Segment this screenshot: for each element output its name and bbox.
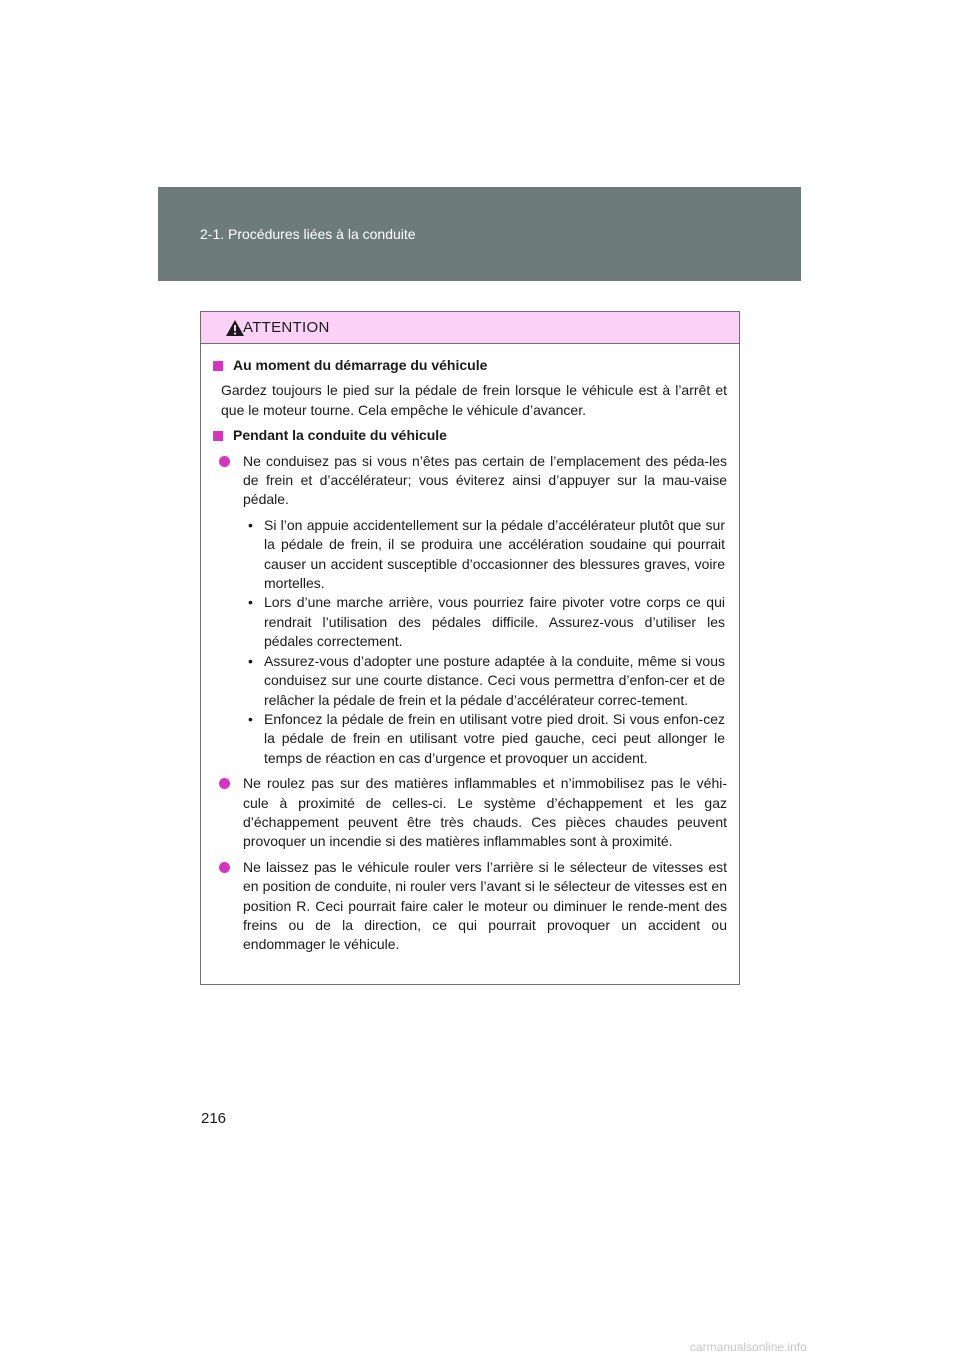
sub-list-item-text: Enfoncez la pédale de frein en utilisant votre pied droit. Si vous enfon-cez la pédale de frein en utilisant votre pied gauche, ceci peut allonger le temps de réaction en cas d’urgence et provoquer un accident. [264, 710, 725, 766]
list-item-text: Ne laissez pas le véhicule rouler vers l’arrière si le sélecteur de vitesses est en position de conduite, ni rouler vers l’avant si le sélecteur de vitesses est en position R. Ceci pourrait faire caler le moteur ou diminuer le rende-ment des freins ou de la direction, ce qui pourrait provoquer un accident ou endommager le véhicule. [243, 858, 727, 953]
square-bullet-icon [213, 361, 223, 371]
sub-list-item-text: Si l’on appuie accidentellement sur la pédale d’accélérateur plutôt que sur la pédale de frein, il se produira une accélération soudaine qui pourrait causer un accident susceptible d’occasionner des blessures graves, voire mortelles. [264, 516, 725, 592]
warning-body [201, 344, 739, 955]
list-item-text: Ne roulez pas sur des matières inflammables et n’immobilisez pas le véhi-cule à proximité de celles-ci. Le système d’échappement et les gaz d’échappement peuvent être très chauds. Ces pièces chaudes peuvent provoquer un incendie si des matières inflammables sont à proximité. [243, 775, 727, 850]
dot-bullet-icon: • [248, 710, 253, 727]
dot-bullet-icon: • [248, 516, 253, 533]
list-item [243, 858, 727, 955]
sub-list-item-text: Assurez-vous d’adopter une posture adaptée à la conduite, même si vous conduisez sur une courte distance. Ceci vous permettra d’enfon-cer et de relâcher la pédale de frein et la pédale d’accélérateur correc-tement. [264, 652, 725, 708]
section-title-starting [211, 356, 725, 375]
warning-header [201, 312, 739, 344]
warning-triangle-icon [225, 319, 245, 337]
circle-bullet-icon [219, 862, 230, 873]
dot-bullet-icon: • [248, 594, 253, 611]
square-bullet-icon [213, 431, 223, 441]
sub-list-item [248, 593, 725, 651]
circle-bullet-icon [219, 456, 230, 467]
warning-title: ATTENTION [243, 319, 330, 336]
chapter-header-band [158, 187, 801, 281]
section-title-driving [211, 426, 725, 445]
dot-bullet-icon: • [248, 652, 253, 669]
circle-bullet-icon [219, 778, 230, 789]
section-paragraph: Gardez toujours le pied sur la pédale de frein lorsque le véhicule est à l’arrêt et que le moteur tourne. Cela empêche le véhicule d’avancer. [221, 382, 727, 418]
chapter-section-title: 2-1. Procédures liées à la conduite [200, 226, 416, 242]
page-number: 216 [201, 1110, 227, 1127]
list-item [243, 774, 727, 852]
sub-list-item-text: Lors d’une marche arrière, vous pourriez faire pivoter votre corps ce qui rendrait l’utilisation des pédales difficile. Assurez-vous d’utiliser les pédales correctement. [264, 594, 725, 650]
watermark: carmanualsonline.info [690, 1340, 807, 1354]
section-title-text: Au moment du démarrage du véhicule [233, 357, 488, 373]
sub-list-item [248, 710, 725, 768]
section-title-text: Pendant la conduite du véhicule [233, 427, 447, 444]
warning-box [200, 311, 740, 985]
sub-list-item [248, 516, 725, 594]
sub-list-item [248, 652, 725, 710]
list-item [243, 452, 727, 510]
list-item-text: Ne conduisez pas si vous n’êtes pas certain de l’emplacement des péda-les de frein et d’accélérateur; vous éviterez ainsi d’appuyer sur la mau-vaise pédale. [243, 452, 727, 508]
sub-list [201, 516, 739, 768]
